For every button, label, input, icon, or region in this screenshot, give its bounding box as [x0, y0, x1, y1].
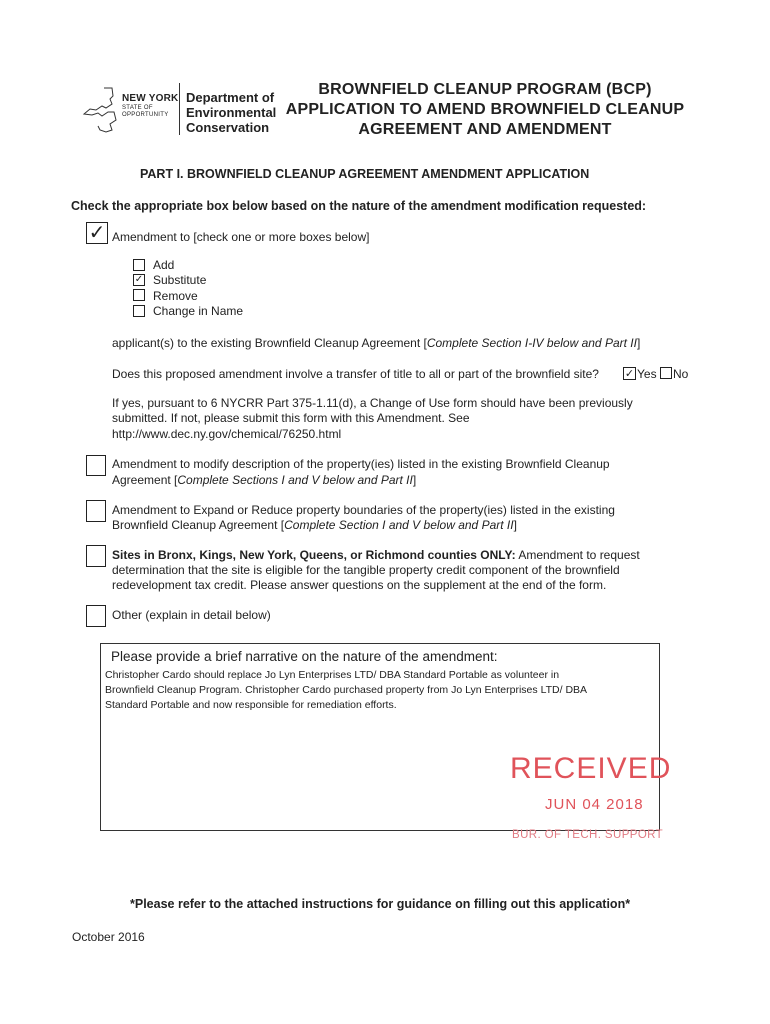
modify-line-2-italic: Complete Sections I and V below and Part II [177, 473, 413, 487]
title-line-1: BROWNFIELD CLEANUP PROGRAM (BCP) [318, 81, 652, 98]
substitute-label: Substitute [153, 273, 207, 287]
nys-dec-logo [82, 80, 282, 140]
transfer-no-label: No [673, 367, 689, 381]
sites-counties-line-3: redevelopment tax credit. Please answer questions on the supplement at the end of the form. [112, 578, 607, 592]
change-in-name-label: Change in Name [153, 304, 244, 318]
modify-description-line-1: Amendment to modify description of the property(ies) listed in the existing Brownfield Cleanup [112, 457, 610, 471]
other-checkbox[interactable] [86, 605, 106, 627]
narrative-text [105, 668, 650, 713]
form-date: October 2016 [72, 930, 145, 944]
title-line-3: AGREEMENT AND AMENDMENT [358, 121, 612, 138]
modify-line-2-end: ] [412, 473, 417, 487]
change-of-use-line-2: submitted. If not, please submit this form with this Amendment. See [112, 411, 470, 425]
checkmark-icon: ✓ [134, 273, 144, 285]
narrative-line-3: Standard Portable and now responsible for remediation efforts. [105, 699, 397, 711]
logo-divider [179, 83, 180, 135]
sites-counties-line-1 [112, 548, 640, 563]
dept-line-2: Environmental [186, 105, 277, 120]
received-stamp: RECEIVED [510, 752, 672, 785]
checkmark-icon: ✓ [624, 366, 635, 380]
ny-state-tag-2: OPPORTUNITY [122, 112, 169, 118]
expand-reduce-checkbox[interactable] [86, 500, 106, 522]
transfer-question: Does this proposed amendment involve a transfer of title to all or part of the brownfield site? [112, 367, 599, 381]
part-title: PART I. BROWNFIELD CLEANUP AGREEMENT AMENDMENT APPLICATION [140, 167, 590, 181]
expand-line-2-italic: Complete Section I and V below and Part II [284, 518, 514, 532]
change-of-use-line-1: If yes, pursuant to 6 NYCRR Part 375-1.11(d), a Change of Use form should have been previously [112, 396, 633, 410]
substitute-checkbox[interactable] [133, 274, 145, 286]
transfer-yes-checkbox[interactable] [623, 367, 636, 380]
expand-reduce-line-2 [112, 518, 517, 533]
change-in-name-checkbox[interactable] [133, 305, 145, 317]
sites-counties-checkbox[interactable] [86, 545, 106, 567]
applicants-text [112, 336, 640, 351]
title-line-2: APPLICATION TO AMEND BROWNFIELD CLEANUP [285, 101, 685, 118]
remove-label: Remove [153, 289, 198, 303]
add-checkbox[interactable] [133, 259, 145, 271]
checkmark-icon: ✓ [88, 219, 106, 244]
dept-line-3: Conservation [186, 120, 270, 135]
instruction-text: Check the appropriate box below based on the nature of the amendment modification requested: [71, 199, 647, 213]
amendment-to-label: Amendment to [check one or more boxes below] [112, 230, 370, 244]
refer-instructions-note: *Please refer to the attached instructions for guidance on filling out this application* [130, 897, 631, 911]
other-label: Other (explain in detail below) [112, 608, 271, 622]
document-title [285, 80, 685, 140]
applicants-text-start: applicant(s) to the existing Brownfield Cleanup Agreement [ [112, 336, 427, 350]
modify-description-checkbox[interactable] [86, 455, 106, 476]
narrative-line-2: Brownfield Cleanup Program. Christopher Cardo purchased property from Jo Lyn Enterprises LTD/ DBA [105, 684, 588, 696]
sites-counties-line-2: determination that the site is eligible for the tangible property credit component of the brownfield [112, 563, 620, 577]
amendment-to-checkbox[interactable] [86, 219, 108, 244]
narrative-label: Please provide a brief narrative on the nature of the amendment: [111, 649, 498, 664]
transfer-no-checkbox[interactable] [660, 367, 672, 379]
expand-reduce-line-1: Amendment to Expand or Reduce property boundaries of the property(ies) listed in the existing [112, 503, 615, 517]
change-of-use-link[interactable]: http://www.dec.ny.gov/chemical/76250.html [112, 427, 342, 441]
ny-state-tag-1: STATE OF [122, 105, 153, 111]
narrative-line-1: Christopher Cardo should replace Jo Lyn Enterprises LTD/ DBA Standard Portable as volunteer in [105, 669, 560, 681]
modify-line-2-start: Agreement [ [112, 473, 178, 487]
applicants-text-end: ] [636, 336, 641, 350]
add-label: Add [153, 258, 175, 272]
sites-counties-bold: Sites in Bronx, Kings, New York, Queens, or Richmond counties ONLY: [112, 548, 516, 562]
applicants-text-italic: Complete Section I-IV below and Part II [426, 336, 637, 350]
expand-line-2-start: Brownfield Cleanup Agreement [ [112, 518, 285, 532]
dept-line-1: Department of [186, 90, 275, 105]
transfer-yes-label: Yes [637, 367, 657, 381]
remove-checkbox[interactable] [133, 289, 145, 301]
sites-counties-rest: Amendment to request [515, 548, 640, 562]
received-stamp-date: JUN 04 2018 [545, 796, 644, 813]
expand-line-2-end: ] [513, 518, 517, 532]
received-stamp-bureau: BUR. OF TECH. SUPPORT [512, 829, 664, 841]
ny-state-name: NEW YORK [122, 93, 179, 104]
department-name [186, 90, 276, 135]
modify-description-line-2 [112, 473, 416, 488]
